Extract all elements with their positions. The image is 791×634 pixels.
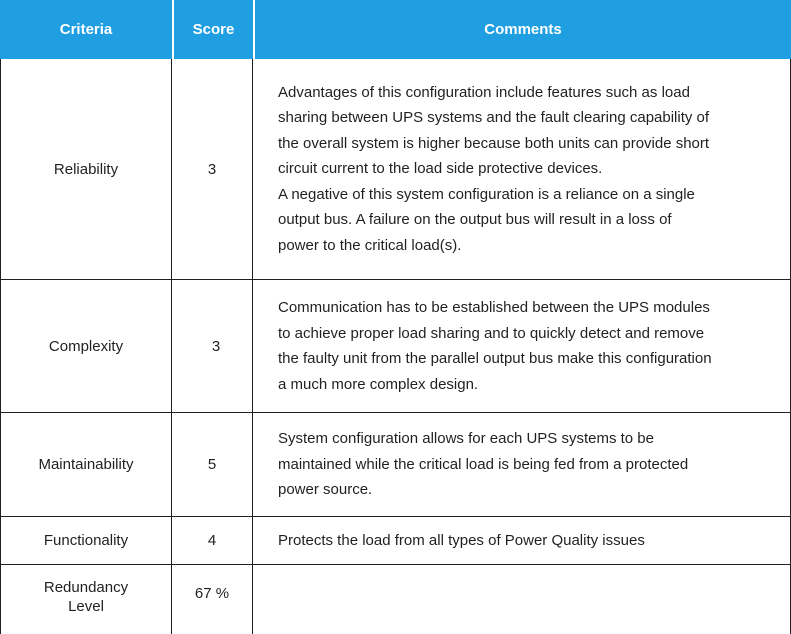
table-header (0, 0, 791, 59)
criteria-cell: Functionality (0, 517, 172, 565)
comment-text: Advantages of this configuration include features such as load sharing between UPS systems and the fault clearing capability of the overall system is higher because both units can provide short circuit current to the load side protective devices. (278, 83, 710, 178)
criteria-cell: Reliability (0, 59, 172, 280)
comment-cell (253, 517, 791, 565)
comment-text: A negative of this system configuration is a reliance on a single output bus. A failure on the output bus will result in a loss of power to the critical load(s). (278, 185, 695, 254)
table-row-complexity (0, 280, 791, 413)
score-cell: 67 % (172, 565, 253, 634)
score-cell: 4 (172, 517, 253, 565)
criteria-cell: Complexity (0, 280, 172, 413)
score-cell (172, 280, 253, 413)
table-row-functionality (0, 517, 791, 565)
criteria-cell: Maintainability (0, 413, 172, 517)
comment-cell (253, 565, 791, 634)
score-cell: 3 (172, 59, 253, 280)
comment-cell (253, 280, 791, 413)
comment-text: Protects the load from all types of Power Quality issues (278, 531, 645, 549)
criteria-line: Level (68, 597, 104, 615)
table-row-redundancy-level (0, 565, 791, 634)
score-cell: 5 (172, 413, 253, 517)
comment-cell (253, 413, 791, 517)
table-row-reliability (0, 59, 791, 280)
header-criteria: Criteria (59, 20, 113, 38)
header-score: Score (172, 0, 253, 59)
table-row-maintainability (0, 413, 791, 517)
comment-text: Communication has to be established between the UPS modules to achieve proper load sharing and to quickly detect and remove the faulty unit from the parallel output bus make this configuration a much more complex design. (278, 299, 712, 393)
comment-cell (253, 59, 791, 280)
criteria-line: Redundancy (43, 578, 129, 596)
header-comments: Comments (253, 0, 791, 59)
comment-text: System configuration allows for each UPS systems to be maintained while the critical load is being fed from a protected power source. (278, 430, 689, 499)
criteria-cell (0, 565, 172, 634)
score-value: 3 (211, 337, 221, 355)
